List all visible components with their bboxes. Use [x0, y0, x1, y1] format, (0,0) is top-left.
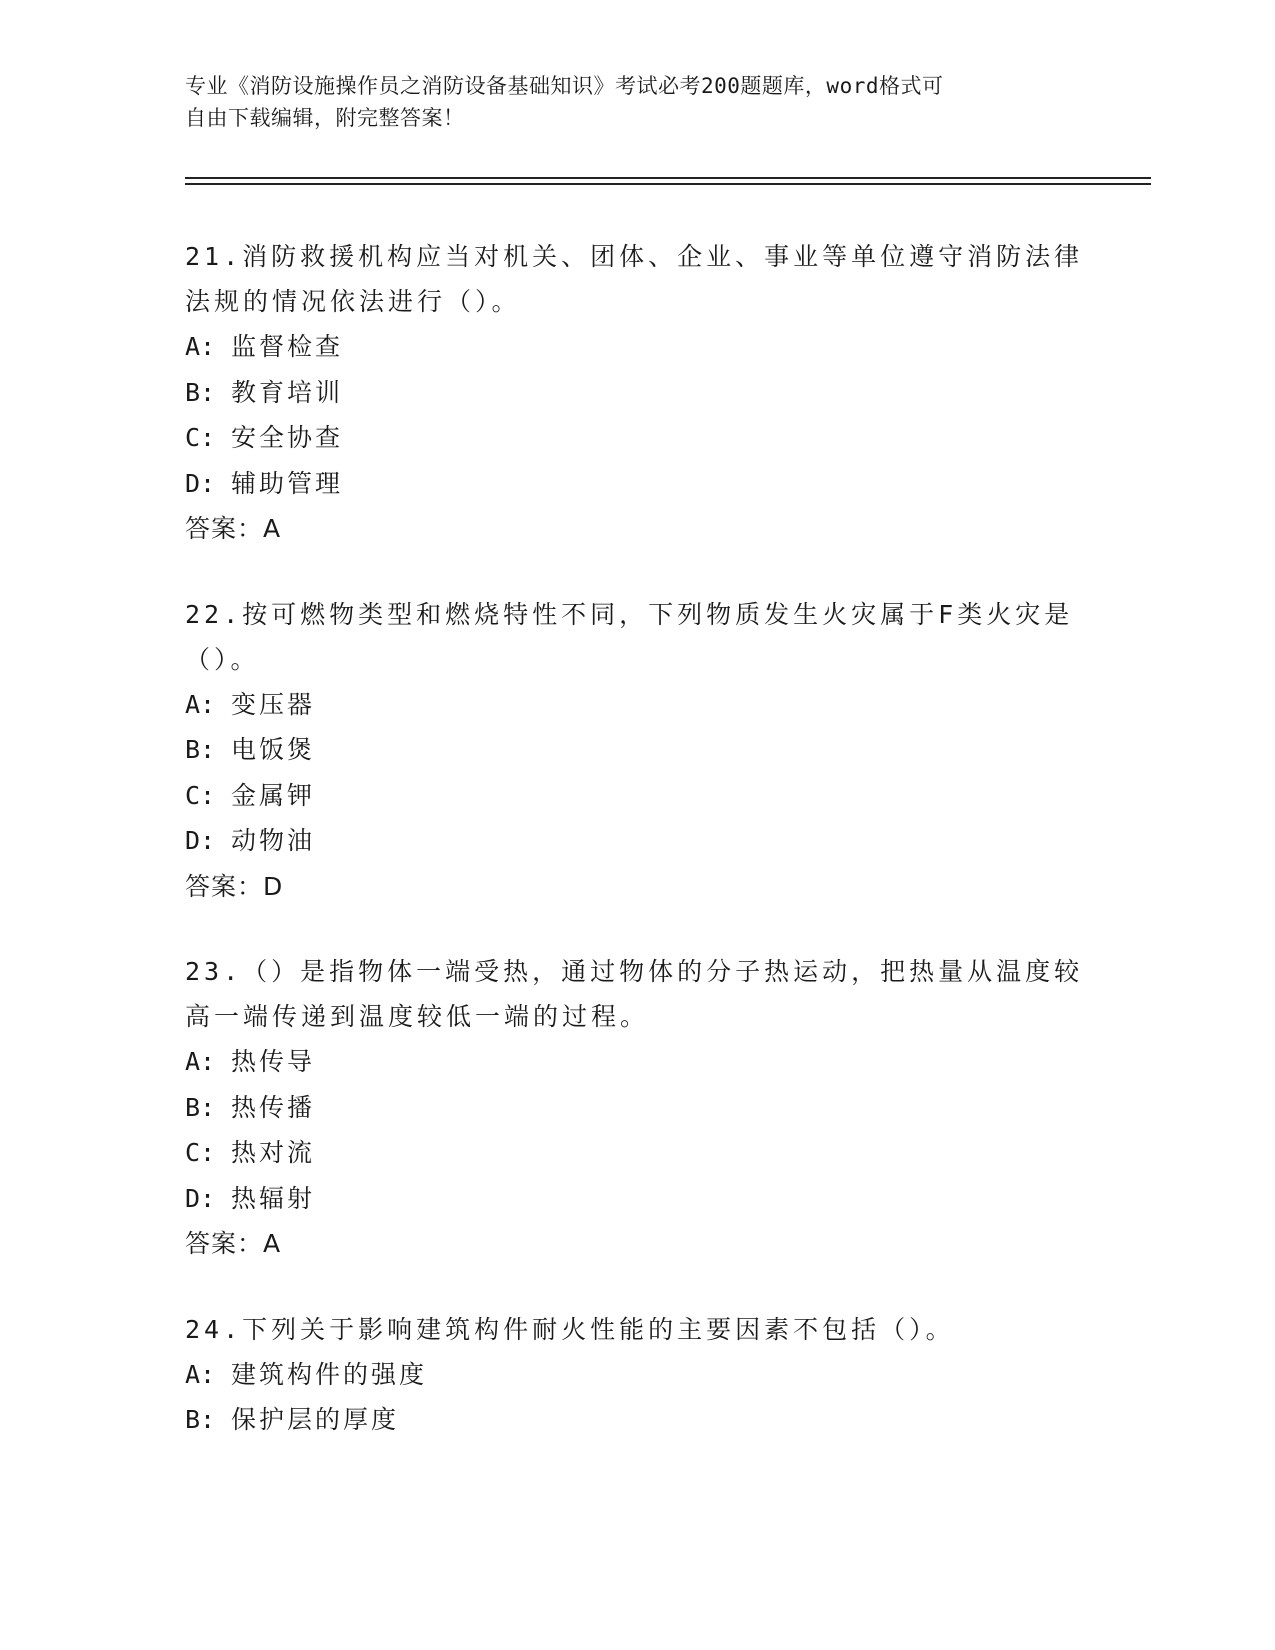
question-text-line-2: 法规的情况依法进行（）。 [185, 287, 521, 316]
option-text: 保护层的厚度 [231, 1405, 400, 1434]
question-23 [185, 949, 1085, 1267]
option-text: 热辐射 [231, 1183, 316, 1213]
option-d [185, 461, 1085, 507]
option-a [185, 682, 1085, 728]
option-label: C: [185, 780, 216, 810]
option-c [185, 1130, 1085, 1176]
option-label: C: [185, 1138, 216, 1167]
option-text: 建筑构件的强度 [231, 1359, 428, 1389]
option-label: B: [185, 1405, 216, 1434]
answer: 答案：D [185, 871, 284, 901]
option-label: A: [185, 1359, 216, 1389]
option-d [185, 1176, 1085, 1222]
document-header [185, 70, 1065, 134]
header-line-2: 自由下载编辑，附完整答案！ [185, 106, 465, 130]
header-divider-top [185, 177, 1151, 179]
option-b [185, 1397, 1085, 1443]
option-label: C: [185, 423, 216, 452]
answer: 答案：A [185, 1229, 282, 1258]
question-text [185, 234, 1085, 324]
option-a [185, 1352, 1085, 1398]
option-label: B: [185, 1092, 216, 1122]
option-a [185, 1039, 1085, 1085]
question-21 [185, 234, 1085, 552]
option-c [185, 773, 1085, 819]
option-text: 热对流 [231, 1138, 316, 1167]
option-text: 安全协查 [231, 423, 344, 452]
option-b [185, 727, 1085, 773]
question-text [185, 592, 1085, 682]
option-a [185, 324, 1085, 370]
option-b [185, 1085, 1085, 1131]
option-text: 热传导 [231, 1047, 316, 1076]
option-text: 热传播 [231, 1092, 316, 1122]
header-divider-bottom [185, 183, 1151, 185]
option-c [185, 415, 1085, 461]
question-text [185, 949, 1085, 1039]
option-text: 辅助管理 [231, 468, 344, 498]
question-text-line-1: 24.下列关于影响建筑构件耐火性能的主要因素不包括（）。 [185, 1314, 955, 1344]
question-list [185, 234, 1085, 1483]
option-text: 教育培训 [231, 377, 344, 407]
question-text-line-1: 21.消防救援机构应当对机关、团体、企业、事业等单位遵守消防法律 [185, 242, 1084, 271]
option-text: 电饭煲 [231, 735, 316, 764]
option-text: 金属钾 [231, 780, 316, 810]
option-text: 监督检查 [231, 332, 344, 361]
question-text-line-2: 高一端传递到温度较低一端的过程。 [185, 1002, 650, 1031]
option-label: D: [185, 826, 216, 855]
question-text-line-1: 23.（）是指物体一端受热，通过物体的分子热运动，把热量从温度较 [185, 957, 1084, 986]
option-text: 动物油 [231, 826, 316, 855]
question-24 [185, 1307, 1085, 1443]
option-label: D: [185, 1183, 216, 1213]
option-b [185, 370, 1085, 416]
answer: 答案：A [185, 514, 282, 543]
option-label: B: [185, 377, 216, 407]
option-label: A: [185, 332, 216, 361]
question-22 [185, 592, 1085, 910]
question-text-line-2: （）。 [185, 644, 260, 674]
option-label: A: [185, 689, 216, 719]
header-line-1: 专业《消防设施操作员之消防设备基础知识》考试必考200题题库，word格式可 [185, 74, 944, 98]
question-text [185, 1307, 1085, 1352]
option-label: B: [185, 735, 216, 764]
option-label: D: [185, 468, 216, 498]
option-d [185, 818, 1085, 864]
question-text-line-1: 22.按可燃物类型和燃烧特性不同，下列物质发生火灾属于F类火灾是 [185, 599, 1074, 629]
option-label: A: [185, 1047, 216, 1076]
option-text: 变压器 [231, 689, 316, 719]
